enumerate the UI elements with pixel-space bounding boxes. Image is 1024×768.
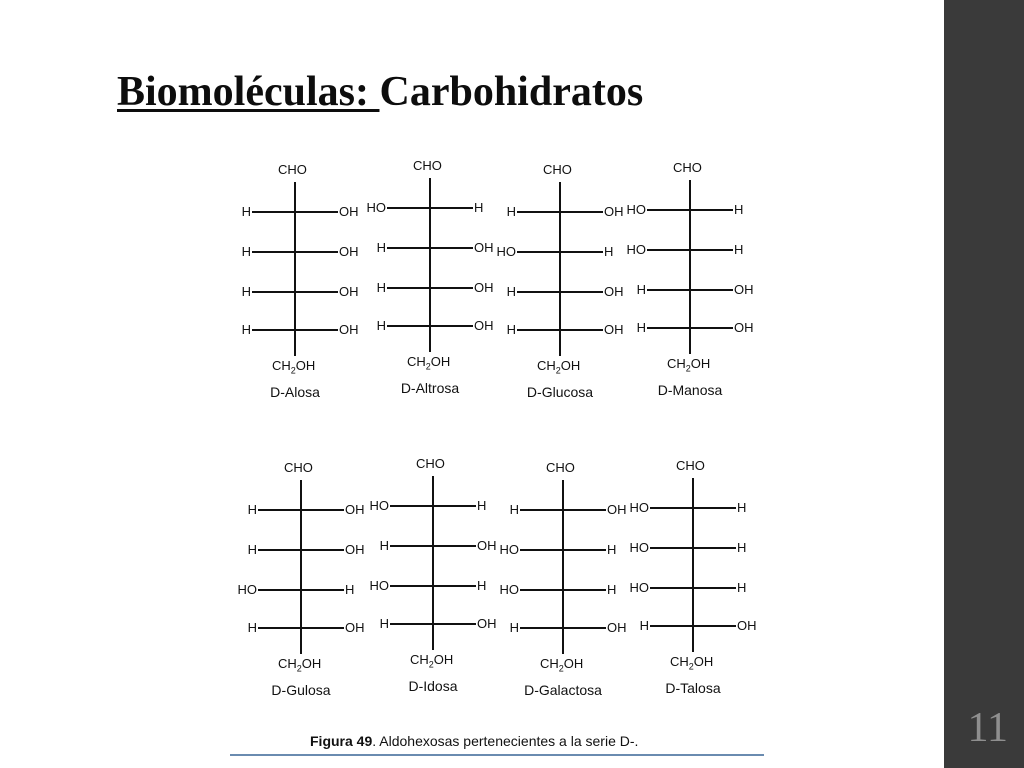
hydroxymethyl-suffix: OH <box>295 358 316 373</box>
hydroxymethyl-prefix: CH <box>272 358 291 373</box>
slide-number: 11 <box>967 705 1008 751</box>
right-substituent: OH <box>477 616 497 631</box>
left-substituent: H <box>506 284 516 299</box>
right-substituent: H <box>474 200 484 215</box>
right-substituent: H <box>734 242 744 257</box>
stereocenter-row <box>625 320 755 336</box>
slide-title <box>117 66 643 118</box>
left-substituent: H <box>506 204 516 219</box>
stereocenter-row <box>628 618 758 634</box>
left-substituent: HO <box>629 500 649 515</box>
left-substituent: HO <box>496 244 516 259</box>
horizontal-bond <box>520 589 606 591</box>
left-substituent: H <box>247 542 257 557</box>
stereocenter-row <box>495 284 625 300</box>
right-substituent: OH <box>607 502 627 517</box>
left-substituent: HO <box>499 542 519 557</box>
left-substituent: H <box>636 282 646 297</box>
molecule-d-galactosa <box>498 460 628 715</box>
stereocenter-row <box>368 578 498 594</box>
horizontal-bond <box>517 251 603 253</box>
horizontal-bond <box>258 627 344 629</box>
molecule-name: D-Idosa <box>408 678 458 694</box>
hydroxymethyl-group <box>670 654 713 672</box>
right-substituent: OH <box>604 284 624 299</box>
left-substituent: HO <box>626 242 646 257</box>
horizontal-bond <box>517 291 603 293</box>
molecule-d-gulosa <box>236 460 366 715</box>
hydroxymethyl-group <box>667 356 710 374</box>
stereocenter-row <box>625 202 755 218</box>
horizontal-bond <box>258 509 344 511</box>
right-substituent: OH <box>477 538 497 553</box>
caption-text: . Aldohexosas pertenecientes a la serie D-. <box>372 733 639 749</box>
left-substituent: H <box>376 280 386 295</box>
right-substituent: OH <box>474 318 494 333</box>
molecule-name: D-Gulosa <box>271 682 331 698</box>
hydroxymethyl-prefix: CH <box>540 656 559 671</box>
left-substituent: H <box>376 318 386 333</box>
caption-label: Figura 49 <box>310 733 373 749</box>
hydroxymethyl-subscript: 2 <box>558 663 564 674</box>
left-substituent: H <box>241 284 251 299</box>
right-substituent: H <box>607 582 617 597</box>
right-substituent: H <box>737 580 747 595</box>
hydroxymethyl-prefix: CH <box>278 656 297 671</box>
left-substituent: HO <box>629 580 649 595</box>
left-substituent: H <box>379 616 389 631</box>
aldehyde-group: CHO <box>278 162 307 177</box>
aldehyde-group: CHO <box>413 158 442 173</box>
molecule-name: D-Talosa <box>665 680 721 696</box>
molecule-d-glucosa <box>495 162 625 417</box>
left-substituent: HO <box>237 582 257 597</box>
molecule-d-idosa <box>368 456 498 711</box>
stereocenter-row <box>368 498 498 514</box>
horizontal-bond <box>252 329 338 331</box>
stereocenter-row <box>628 540 758 556</box>
stereocenter-row <box>365 318 495 334</box>
hydroxymethyl-prefix: CH <box>407 354 426 369</box>
stereocenter-row <box>498 502 628 518</box>
right-substituent: OH <box>345 620 365 635</box>
molecule-name: D-Manosa <box>657 382 723 398</box>
right-substituent: OH <box>737 618 757 633</box>
left-substituent: H <box>247 620 257 635</box>
molecule-d-manosa <box>625 160 755 415</box>
right-substituent: OH <box>339 284 359 299</box>
stereocenter-row <box>236 542 366 558</box>
right-substituent: H <box>737 500 747 515</box>
molecule-name: D-Glucosa <box>526 384 594 400</box>
stereocenter-row <box>625 242 755 258</box>
right-substituent: OH <box>604 204 624 219</box>
right-substituent: OH <box>734 282 754 297</box>
horizontal-bond <box>387 247 473 249</box>
horizontal-bond <box>252 211 338 213</box>
stereocenter-row <box>230 284 360 300</box>
side-bar <box>944 0 1024 768</box>
hydroxymethyl-suffix: OH <box>433 652 454 667</box>
hydroxymethyl-group <box>537 358 580 376</box>
horizontal-bond <box>650 507 736 509</box>
hydroxymethyl-group <box>540 656 583 674</box>
molecule-d-altrosa <box>365 158 495 413</box>
left-substituent: H <box>509 502 519 517</box>
horizontal-bond <box>387 325 473 327</box>
left-substituent: H <box>509 620 519 635</box>
horizontal-bond <box>647 249 733 251</box>
horizontal-bond <box>390 623 476 625</box>
aldehyde-group: CHO <box>416 456 445 471</box>
hydroxymethyl-group <box>272 358 315 376</box>
horizontal-bond <box>520 549 606 551</box>
right-substituent: OH <box>339 244 359 259</box>
stereocenter-row <box>628 500 758 516</box>
hydroxymethyl-suffix: OH <box>690 356 711 371</box>
left-substituent: H <box>241 244 251 259</box>
stereocenter-row <box>236 582 366 598</box>
stereocenter-row <box>625 282 755 298</box>
stereocenter-row <box>368 538 498 554</box>
stereocenter-row <box>365 240 495 256</box>
hydroxymethyl-subscript: 2 <box>290 365 296 376</box>
horizontal-bond <box>517 211 603 213</box>
hydroxymethyl-prefix: CH <box>670 654 689 669</box>
hydroxymethyl-prefix: CH <box>410 652 429 667</box>
molecule-d-talosa <box>628 458 758 713</box>
horizontal-bond <box>647 289 733 291</box>
right-substituent: OH <box>339 322 359 337</box>
right-substituent: OH <box>734 320 754 335</box>
stereocenter-row <box>495 204 625 220</box>
hydroxymethyl-subscript: 2 <box>688 661 694 672</box>
stereocenter-row <box>230 244 360 260</box>
right-substituent: H <box>477 498 487 513</box>
horizontal-bond <box>258 549 344 551</box>
molecule-name: D-Altrosa <box>400 380 460 396</box>
hydroxymethyl-suffix: OH <box>430 354 451 369</box>
left-substituent: H <box>376 240 386 255</box>
hydroxymethyl-subscript: 2 <box>555 365 561 376</box>
stereocenter-row <box>498 542 628 558</box>
left-substituent: H <box>639 618 649 633</box>
left-substituent: H <box>241 322 251 337</box>
right-substituent: H <box>737 540 747 555</box>
left-substituent: H <box>247 502 257 517</box>
aldehyde-group: CHO <box>284 460 313 475</box>
right-substituent: OH <box>339 204 359 219</box>
hydroxymethyl-group <box>410 652 453 670</box>
horizontal-bond <box>520 627 606 629</box>
stereocenter-row <box>365 280 495 296</box>
aldehyde-group: CHO <box>676 458 705 473</box>
hydroxymethyl-subscript: 2 <box>425 361 431 372</box>
stereocenter-row <box>236 502 366 518</box>
horizontal-bond <box>520 509 606 511</box>
aldehyde-group: CHO <box>546 460 575 475</box>
stereocenter-row <box>495 244 625 260</box>
right-substituent: OH <box>345 542 365 557</box>
horizontal-bond <box>252 291 338 293</box>
horizontal-bond <box>650 625 736 627</box>
hydroxymethyl-group <box>407 354 450 372</box>
stereocenter-row <box>230 322 360 338</box>
left-substituent: H <box>379 538 389 553</box>
left-substituent: HO <box>499 582 519 597</box>
molecule-name: D-Galactosa <box>524 682 602 698</box>
right-substituent: OH <box>604 322 624 337</box>
horizontal-bond <box>387 207 473 209</box>
right-substituent: OH <box>474 240 494 255</box>
left-substituent: HO <box>629 540 649 555</box>
horizontal-bond <box>517 329 603 331</box>
right-substituent: OH <box>474 280 494 295</box>
right-substituent: OH <box>607 620 627 635</box>
aldehyde-group: CHO <box>543 162 572 177</box>
left-substituent: H <box>636 320 646 335</box>
horizontal-bond <box>390 585 476 587</box>
stereocenter-row <box>368 616 498 632</box>
hydroxymethyl-suffix: OH <box>563 656 584 671</box>
molecule-d-alosa <box>230 162 360 417</box>
slide-title-topic: Biomoléculas: <box>117 69 380 115</box>
hydroxymethyl-subscript: 2 <box>428 659 434 670</box>
hydroxymethyl-prefix: CH <box>537 358 556 373</box>
right-substituent: H <box>477 578 487 593</box>
hydroxymethyl-subscript: 2 <box>685 363 691 374</box>
hydroxymethyl-suffix: OH <box>560 358 581 373</box>
horizontal-bond <box>647 209 733 211</box>
stereocenter-row <box>628 580 758 596</box>
left-substituent: HO <box>369 578 389 593</box>
horizontal-bond <box>390 505 476 507</box>
left-substituent: HO <box>626 202 646 217</box>
molecule-name: D-Alosa <box>270 384 320 400</box>
stereocenter-row <box>230 204 360 220</box>
stereocenter-row <box>365 200 495 216</box>
stereocenter-row <box>498 582 628 598</box>
left-substituent: HO <box>369 498 389 513</box>
hydroxymethyl-suffix: OH <box>693 654 714 669</box>
horizontal-bond <box>252 251 338 253</box>
horizontal-bond <box>258 589 344 591</box>
right-substituent: H <box>604 244 614 259</box>
stereocenter-row <box>495 322 625 338</box>
horizontal-bond <box>650 587 736 589</box>
figure-caption <box>310 733 638 749</box>
stereocenter-row <box>236 620 366 636</box>
horizontal-bond <box>387 287 473 289</box>
right-substituent: H <box>607 542 617 557</box>
hydroxymethyl-group <box>278 656 321 674</box>
stereocenter-row <box>498 620 628 636</box>
right-substituent: H <box>345 582 355 597</box>
slide-title-subject: Carbohidratos <box>379 69 644 115</box>
hydroxymethyl-prefix: CH <box>667 356 686 371</box>
left-substituent: HO <box>366 200 386 215</box>
left-substituent: H <box>506 322 516 337</box>
horizontal-bond <box>650 547 736 549</box>
left-substituent: H <box>241 204 251 219</box>
hydroxymethyl-suffix: OH <box>301 656 322 671</box>
right-substituent: H <box>734 202 744 217</box>
hydroxymethyl-subscript: 2 <box>296 663 302 674</box>
horizontal-bond <box>647 327 733 329</box>
caption-divider <box>230 754 764 756</box>
right-substituent: OH <box>345 502 365 517</box>
aldehyde-group: CHO <box>673 160 702 175</box>
horizontal-bond <box>390 545 476 547</box>
